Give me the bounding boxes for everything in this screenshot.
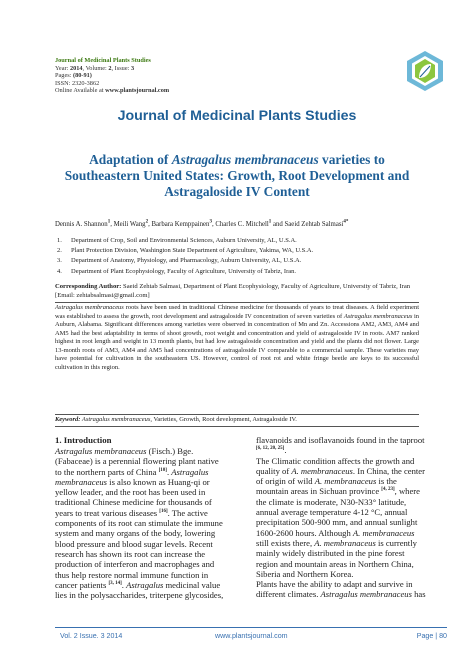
text-line: different climates. Astragalus membranaceus has	[256, 589, 426, 600]
author-list: Dennis A. Shannon$^1$, Meili Wang$^2$, Barbara Kemppainen$^3$, Charles C. Mitchell$^1$ and Saeid Zehtab Salmasi$^{4*}$	[55, 219, 349, 228]
author-name: Charles C. Mitchell	[215, 221, 269, 228]
text-line: yellow leader, and the root has been used in	[55, 487, 206, 498]
author-affiliation-mark: 4*	[343, 219, 349, 225]
text-line: mountain areas in Sichuan province [4, 23], where	[256, 486, 420, 497]
text-line: of origin of wild A. membranaceus is the	[256, 476, 397, 487]
meta-online-line: Online Available at www.plantsjournal.com	[55, 87, 170, 95]
journal-meta	[55, 57, 169, 95]
text-line: cancer patients [3, 14]. Astragalus medicinal value	[55, 579, 221, 590]
footer-volume: Vol. 2 Issue. 3 2014	[60, 632, 123, 640]
text-line: to the northern parts of China [10]. Astragalus	[55, 466, 209, 477]
author-affiliation-mark: 1	[268, 219, 272, 225]
text-line: traditional Chinese medicine for thousands of	[55, 497, 212, 508]
corresponding-author: Corresponding Author: Saeid Zehtab Salmasi, Department of Plant Ecophysiology, Faculty of Agriculture, University of Tabriz, Iran [Email: zehtabsalmasi@gmail.com]	[55, 283, 411, 299]
text-line: research has shown its root can increase the	[55, 548, 206, 559]
text-line: years to treat various diseases [16]. The active	[55, 507, 208, 518]
author-affiliation-mark: 1	[107, 219, 111, 225]
text-line: the climate is moderate, N30-N33° latitude,	[256, 496, 407, 507]
section-heading-introduction: 1. Introduction	[55, 435, 112, 445]
author-name: Meili Wang	[113, 221, 146, 228]
meta-year-line: Year: 2014, Volume: 2, Issue: 3	[55, 64, 135, 72]
keywords-bottom-rule	[55, 426, 419, 427]
text-line: annual average temperature 4-12 °C, annual	[256, 507, 408, 518]
author-affiliation-mark: 2	[145, 219, 149, 225]
text-line: system and many organs of the body, lowering	[55, 528, 216, 539]
text-line: Plants have the ability to adapt and survive in	[256, 579, 413, 590]
text-line: still exists there, A. membranaceus is currently	[256, 537, 417, 548]
journal-title: Journal of Medicinal Plants Studies	[117, 108, 357, 124]
text-line: thus help restore normal immune function in	[55, 569, 209, 580]
text-line: (Fabaceae) is a perennial flowering plant native	[55, 456, 219, 467]
meta-issn-line: ISSN: 2320-3862	[55, 79, 100, 87]
intro-right-column	[256, 435, 424, 600]
meta-pages-line: Pages: (80-91)	[55, 72, 92, 80]
paper-title: Adaptation of Astragalus membranaceus varieties to Southeastern United States: Growth, Root Development and Astragaloside IV Content	[64, 152, 410, 200]
text-line: precipitation 500-900 mm, and annual sunlight	[256, 517, 418, 528]
page-footer	[55, 630, 447, 642]
keywords: Keyword: Astragalus membranaceus, Varieties, Growth, Root development, Astragaloside IV.	[55, 416, 297, 423]
author-name: Dennis A. Shannon	[55, 221, 108, 228]
affiliation-item: 3. Department of Anatomy, Physiology, and Pharmacology, Auburn University, AL, U.S.A.	[57, 257, 302, 265]
text-line: 1600-2600 hours. Although A. membranaceus	[256, 527, 415, 538]
journal-logo-icon	[403, 50, 447, 92]
text-line: blood pressure and blood sugar levels. Recent	[55, 538, 213, 549]
text-line: lies in the polysaccharides, triterpene glycosides,	[55, 590, 224, 601]
text-line: components of its root can stimulate the immune	[55, 518, 223, 529]
abstract-bottom-rule	[55, 414, 419, 415]
text-line: Astragalus membranaceus (Fisch.) Bge.	[55, 446, 194, 456]
author-name: Saeid Zehtab Salmasi	[284, 221, 344, 228]
author-name: Barbara Kemppainen	[151, 221, 210, 228]
affiliation-item: 4. Department of Plant Ecophysiology, Faculty of Agriculture, University of Tabriz, Iran.	[57, 267, 297, 275]
text-line: membranaceus is also known as Huang-qi or	[55, 476, 210, 487]
text-line: flavanoids and isoflavanoids found in the taproot	[256, 435, 425, 445]
text-line: production of interferon and macrophages and	[55, 559, 215, 570]
footer-website: www.plantsjournal.com	[215, 632, 288, 640]
text-line: mainly widely distributed in the pine forest	[256, 548, 405, 559]
text-line: region and mountain areas in Northern China,	[256, 558, 414, 569]
intro-left-column	[55, 446, 224, 601]
author-affiliation-mark: 3	[209, 219, 212, 225]
footer-page-number: Page | 80	[416, 632, 447, 640]
meta-journal-name: Journal of Medicinal Plants Studies	[55, 57, 151, 64]
abstract-top-rule	[55, 302, 419, 303]
affiliation-item: 2. Plant Protection Division, Washington State Department of Agriculture, Yakima, WA, U.S.A.	[57, 247, 314, 255]
text-line: Siberia and Northern Korea.	[256, 568, 354, 579]
text-line: The Climatic condition affects the growth and	[256, 455, 415, 466]
affiliation-list	[57, 236, 313, 277]
affiliation-item: 1. Department of Crop, Soil and Environmental Sciences, Auburn University, AL, U.S.A.	[57, 237, 297, 244]
footer-rule	[55, 627, 447, 628]
text-line: [6, 12, 20, 25].	[256, 445, 287, 456]
text-line: quality of A. membranaceus. In China, the center	[256, 465, 425, 476]
abstract: Astragalus membranaceus roots have been used in traditional Chinese medicine for thousands of years to treat diseases. A field experiment was established to assess the growth, root development and astragaloside IV concentration of seven varieties of Astragalus membranaceus in Auburn, Alabama. Significant differences among varieties were observed in concentration of Mn and Zn. Accessions AM2, AM3, AM4 and AM5 had the best adaptability in terms of shoot growth, root weight and concentration and yield of astragaloside IV in roots. AM7 ranked highest in root length and weight in 13 month plants, but had low astragaloside concentration and yield and the plants did not flower. Large 13-month roots of AM3, AM4 and AM5 had concentrations of astragaloside IV comparable to a commercial sample. These varieties may have potential for cultivation in the southeastern US. However, control of root rot and white fringe beetle are keys to its successful cultivation in this region.	[55, 304, 419, 371]
